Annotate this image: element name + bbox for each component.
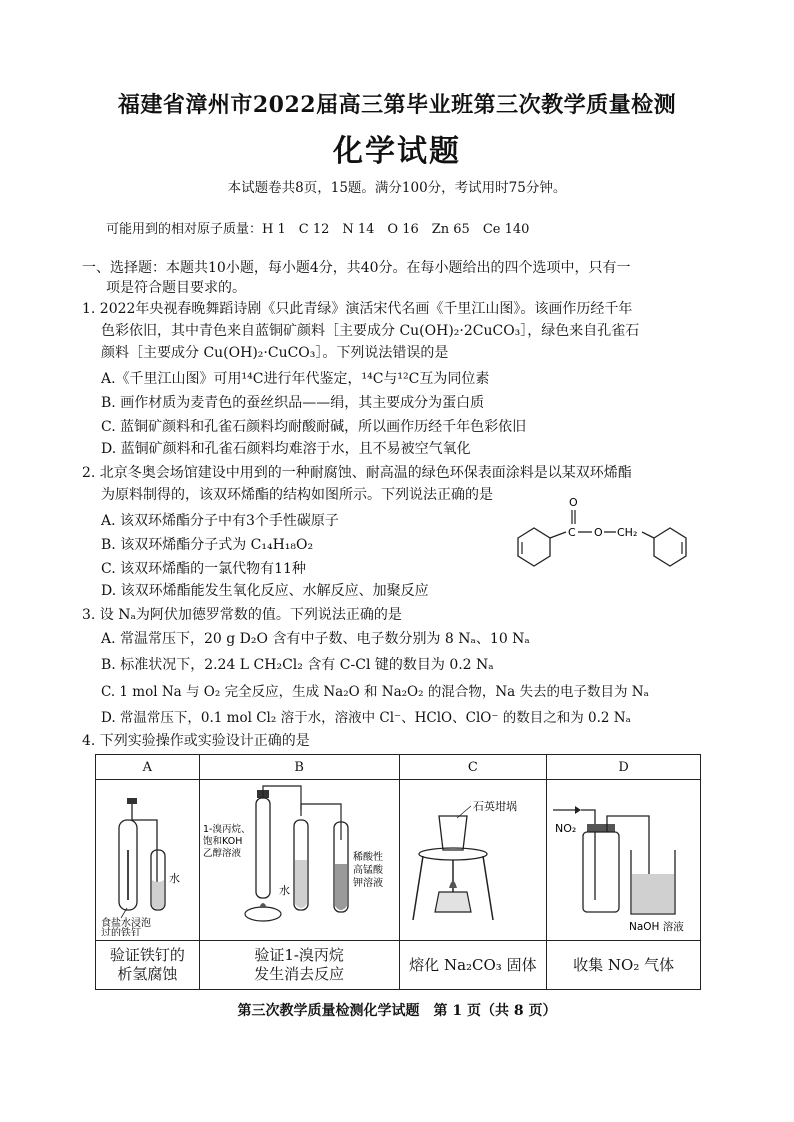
q2-option-d: D. 该双环烯酯能发生氧化反应、水解反应、加聚反应 — [101, 583, 429, 599]
q1-line-3: 颜料［主要成分 Cu(OH)₂·CuCO₃］。下列说法错误的是 — [101, 345, 449, 361]
apparatus-a — [96, 780, 200, 941]
q3-option-b: B. 标准状况下，2.24 L CH₂Cl₂ 含有 C-Cl 键的数目为 0.2 Nₐ — [101, 657, 494, 673]
flame-b — [259, 903, 267, 908]
q3-option-a: A. 常温常压下，20 g D₂O 含有中子数、电子数分别为 8 Nₐ、10 Nₐ — [101, 631, 530, 647]
apparatus-a-drawing — [97, 780, 197, 936]
q2-option-c: C. 该双环烯酯的一氯代物有11种 — [101, 561, 306, 577]
label-b-water: 水 — [279, 884, 291, 897]
apparatus-b-drawing — [201, 780, 397, 936]
label-c-crucible: 石英坩埚 — [472, 800, 517, 813]
caption-d-line-1: 收集 NO₂ 气体 — [573, 955, 675, 974]
label-a-nail-2: 过的铁钉 — [101, 928, 142, 936]
exam-subtitle: 化学试题 — [333, 134, 461, 169]
apparatus-d-drawing — [549, 780, 699, 936]
q1-option-a: A.《千里江山图》可用¹⁴C进行年代鉴定，¹⁴C与¹²C互为同位素 — [101, 371, 490, 387]
label-a-nail-1: 食盐水浸泡 — [101, 918, 152, 929]
q1-option-d: D. 蓝铜矿颜料和孔雀石颜料均难溶于水，且不易被空气氧化 — [101, 441, 471, 457]
flame-c — [449, 881, 457, 888]
water-fill-a — [152, 880, 164, 909]
left-ring — [518, 528, 550, 566]
section-heading — [82, 258, 682, 298]
kmno4-fill-b — [335, 864, 347, 910]
tripod-leg-2 — [483, 856, 493, 920]
label-b-kmno4-2: 高锰酸 — [353, 865, 384, 876]
bond-ring-c — [550, 532, 566, 538]
caption-d — [547, 941, 701, 990]
q3-option-c: C. 1 mol Na 与 O₂ 完全反应，生成 Na₂O 和 Na₂O₂ 的混合物，Na 失去的电子数目为 Nₐ — [101, 684, 649, 700]
reaction-tube-b — [256, 798, 270, 898]
crucible — [439, 816, 467, 850]
header-b: B — [199, 755, 399, 780]
label-d-naoh: NaOH 溶液 — [628, 921, 684, 933]
label-d-gas: NO₂ — [554, 822, 576, 835]
q2-line-1: 2. 北京冬奥会场馆建设中用到的一种耐腐蚀、耐高温的绿色环保表面涂料是以某双环烯酯 — [82, 465, 632, 481]
gas-bottle — [583, 832, 619, 912]
caption-a-line-1: 验证铁钉的 — [109, 946, 185, 964]
exam-title: 福建省漳州市2022届高三第毕业班第三次教学质量检测 — [117, 92, 677, 118]
atom-o-ester: O — [594, 526, 603, 539]
apparatus-c-drawing — [401, 780, 545, 936]
apparatus-d — [547, 780, 701, 941]
header-d: D — [547, 755, 701, 780]
tripod-leg-1 — [413, 856, 423, 920]
atom-ch2: CH₂ — [617, 526, 638, 539]
atomic-masses: 可能用到的相对原子质量：H 1 C 12 N 14 O 16 Zn 65 Ce 140 — [106, 222, 530, 237]
caption-b-line-1: 验证1-溴丙烷 — [254, 946, 344, 964]
q1-line-1: 1. 2022年央视春晚舞蹈诗剧《只此青绿》演活宋代名画《千里江山图》。该画作历经千年 — [82, 301, 633, 317]
lamp-b — [245, 907, 281, 921]
q2-option-b: B. 该双环烯酯分子式为 C₁₄H₁₈O₂ — [101, 537, 314, 553]
tube-a — [132, 804, 157, 830]
bicyclic-ester-structure — [494, 494, 704, 574]
naoh-fill — [632, 874, 674, 913]
caption-b-line-2: 发生消去反应 — [254, 965, 345, 983]
q1-option-b: B. 画作材质为麦青色的蚕丝织品——绢，其主要成分为蛋白质 — [101, 395, 485, 411]
experiment-table — [95, 754, 701, 990]
gas-arrowhead — [575, 806, 581, 814]
apparatus-b — [199, 780, 399, 941]
q1-line-2: 色彩依旧，其中青色来自蓝铜矿颜料［主要成分 Cu(OH)₂·2CuCO₃］，绿色来自孔雀石 — [101, 323, 640, 339]
q2-option-a: A. 该双环烯酯分子中有3个手性碳原子 — [101, 513, 339, 529]
label-a-water: 水 — [169, 872, 181, 885]
stopper-d — [587, 824, 615, 832]
label-b-reagent-2: 饱和KOH — [203, 836, 243, 847]
caption-c-line-1: 熔化 Na₂CO₃ 固体 — [409, 955, 537, 974]
header-a: A — [96, 755, 200, 780]
label-b-kmno4-3: 钾溶液 — [353, 878, 384, 889]
caption-a — [96, 941, 200, 990]
atom-c: C — [568, 526, 576, 539]
stopper-a — [127, 798, 137, 804]
q2-line-2: 为原料制得的，该双环烯酯的结构如图所示。下列说法正确的是 — [101, 487, 493, 503]
apparatus-c — [399, 780, 547, 941]
label-b-kmno4-1: 稀酸性 — [353, 852, 384, 863]
q1-option-c: C. 蓝铜矿颜料和孔雀石颜料均耐酸耐碱，所以画作历经千年色彩依旧 — [101, 419, 527, 435]
section-heading-line1: 一、选择题：本题共10小题，每小题4分，共40分。在每小题给出的四个选项中，只有一 — [82, 260, 631, 276]
page-footer: 第三次教学质量检测化学试题 第 1 页（共 8 页） — [237, 1003, 557, 1019]
q3-line-1: 3. 设 Nₐ为阿伏加德罗常数的值。下列说法正确的是 — [82, 607, 402, 623]
q3-option-d: D. 常温常压下，0.1 mol Cl₂ 溶于水，溶液中 Cl⁻、HClO、ClO⁻ 的数目之和为 0.2 Nₐ — [101, 710, 631, 726]
exam-note: 本试题卷共8页，15题。满分100分，考试用时75分钟。 — [227, 180, 567, 196]
section-heading-line2: 项是符合题目要求的。 — [106, 280, 246, 296]
label-b-reagent-1: 1-溴丙烷、 — [203, 824, 251, 835]
bond-ch2-ring — [642, 532, 654, 538]
caption-b — [199, 941, 399, 990]
caption-c — [399, 941, 547, 990]
lamp-c — [435, 892, 471, 912]
atom-o-carbonyl: O — [569, 496, 578, 509]
label-b-reagent-3: 乙醇溶液 — [203, 848, 242, 859]
header-c: C — [399, 755, 547, 780]
q4-line-1: 4. 下列实验操作或实验设计正确的是 — [82, 733, 310, 749]
right-ring — [654, 528, 686, 566]
water-fill-b — [295, 860, 307, 908]
caption-a-line-2: 析氢腐蚀 — [117, 965, 178, 983]
